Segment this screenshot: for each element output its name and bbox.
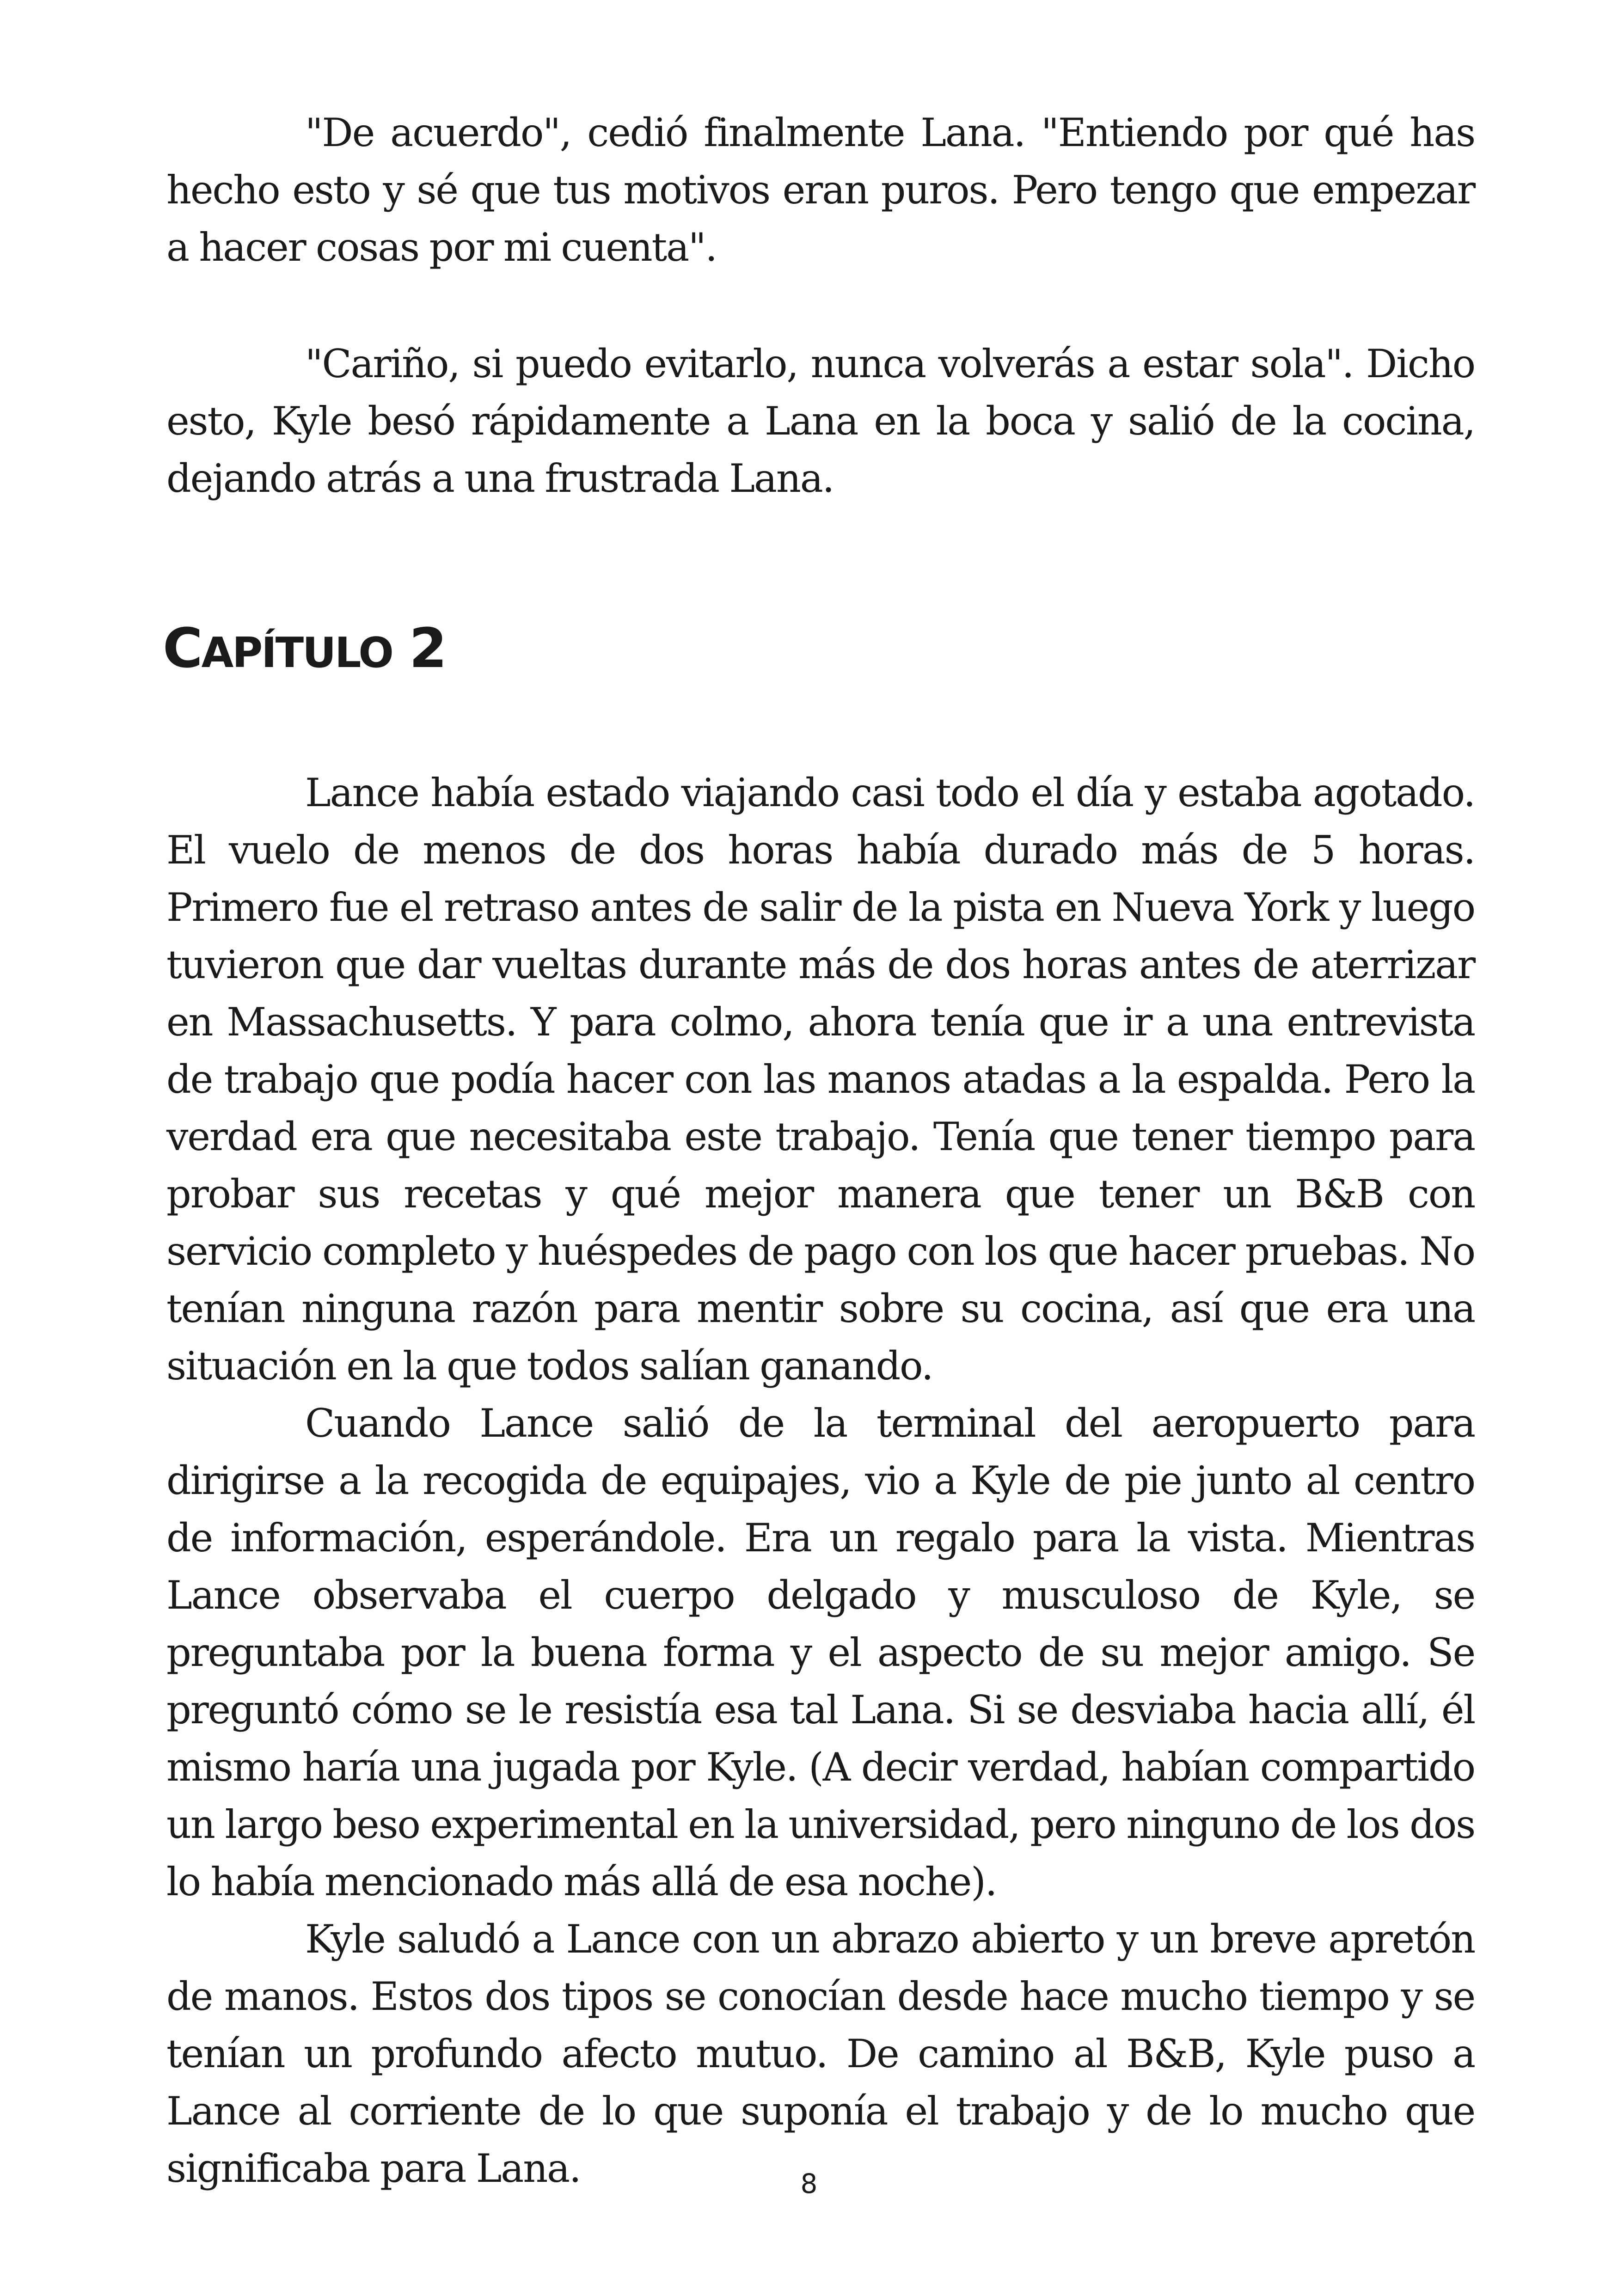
- chapter-heading: [163, 616, 1475, 686]
- document-page: [163, 104, 1475, 2197]
- chapter-number: 2: [409, 616, 446, 680]
- paragraph-1: "De acuerdo", cedió finalmente Lana. "Entiendo por qué has hecho esto y sé que tus motivos eran puros. Pero tengo que empezar a hacer cosas por mi cuenta".: [166, 110, 1475, 270]
- paragraph-3: Lance había estado viajando casi todo el día y estaba agotado. El vuelo de menos de dos horas había durado más de 5 horas. Primero fue el retraso antes de salir de la pista en Nueva York y luego tuvieron que dar vueltas durante más de dos horas antes de aterrizar en Massachusetts. Y para colmo, ahora tenía que ir a una entrevista de trabajo que podía hacer con las manos atadas a la espalda. Pero la verdad era que necesitaba este trabajo. Tenía que tener tiempo para probar sus recetas y qué mejor manera que tener un B&B con servicio completo y huéspedes de pago con los que hacer pruebas. No tenían ninguna razón para mentir sobre su cocina, así que era una situación en la que todos salían ganando.: [166, 770, 1475, 1389]
- paragraph-2: "Cariño, si puedo evitarlo, nunca volverás a estar sola". Dicho esto, Kyle besó rápidamente a Lana en la boca y salió de la cocina, dejando atrás a una frustrada Lana.: [166, 341, 1475, 501]
- chapter-title-rest: APÍTULO: [201, 629, 392, 677]
- paragraph-4: Cuando Lance salió de la terminal del aeropuerto para dirigirse a la recogida de equipajes, vio a Kyle de pie junto al centro de información, esperándole. Era un regalo para la vista. Mientras Lance observaba el cuerpo delgado y musculoso de Kyle, se preguntaba por la buena forma y el aspecto de su mejor amigo. Se preguntó cómo se le resistía esa tal Lana. Si se desviaba hacia allí, él mismo haría una jugada por Kyle. (A decir verdad, habían compartido un largo beso experimental en la universidad, pero ninguno de los dos lo había mencionado más allá de esa noche).: [166, 1401, 1475, 1904]
- chapter-title-initial: C: [163, 616, 202, 680]
- page-number: 8: [800, 2168, 818, 2199]
- paragraph-5: Kyle saludó a Lance con un abrazo abierto y un breve apretón de manos. Estos dos tipos se conocían desde hace mucho tiempo y se tenían un profundo afecto mutuo. De camino al B&B, Kyle puso a Lance al corriente de lo que suponía el trabajo y de lo mucho que significaba para Lana.: [166, 1916, 1475, 2191]
